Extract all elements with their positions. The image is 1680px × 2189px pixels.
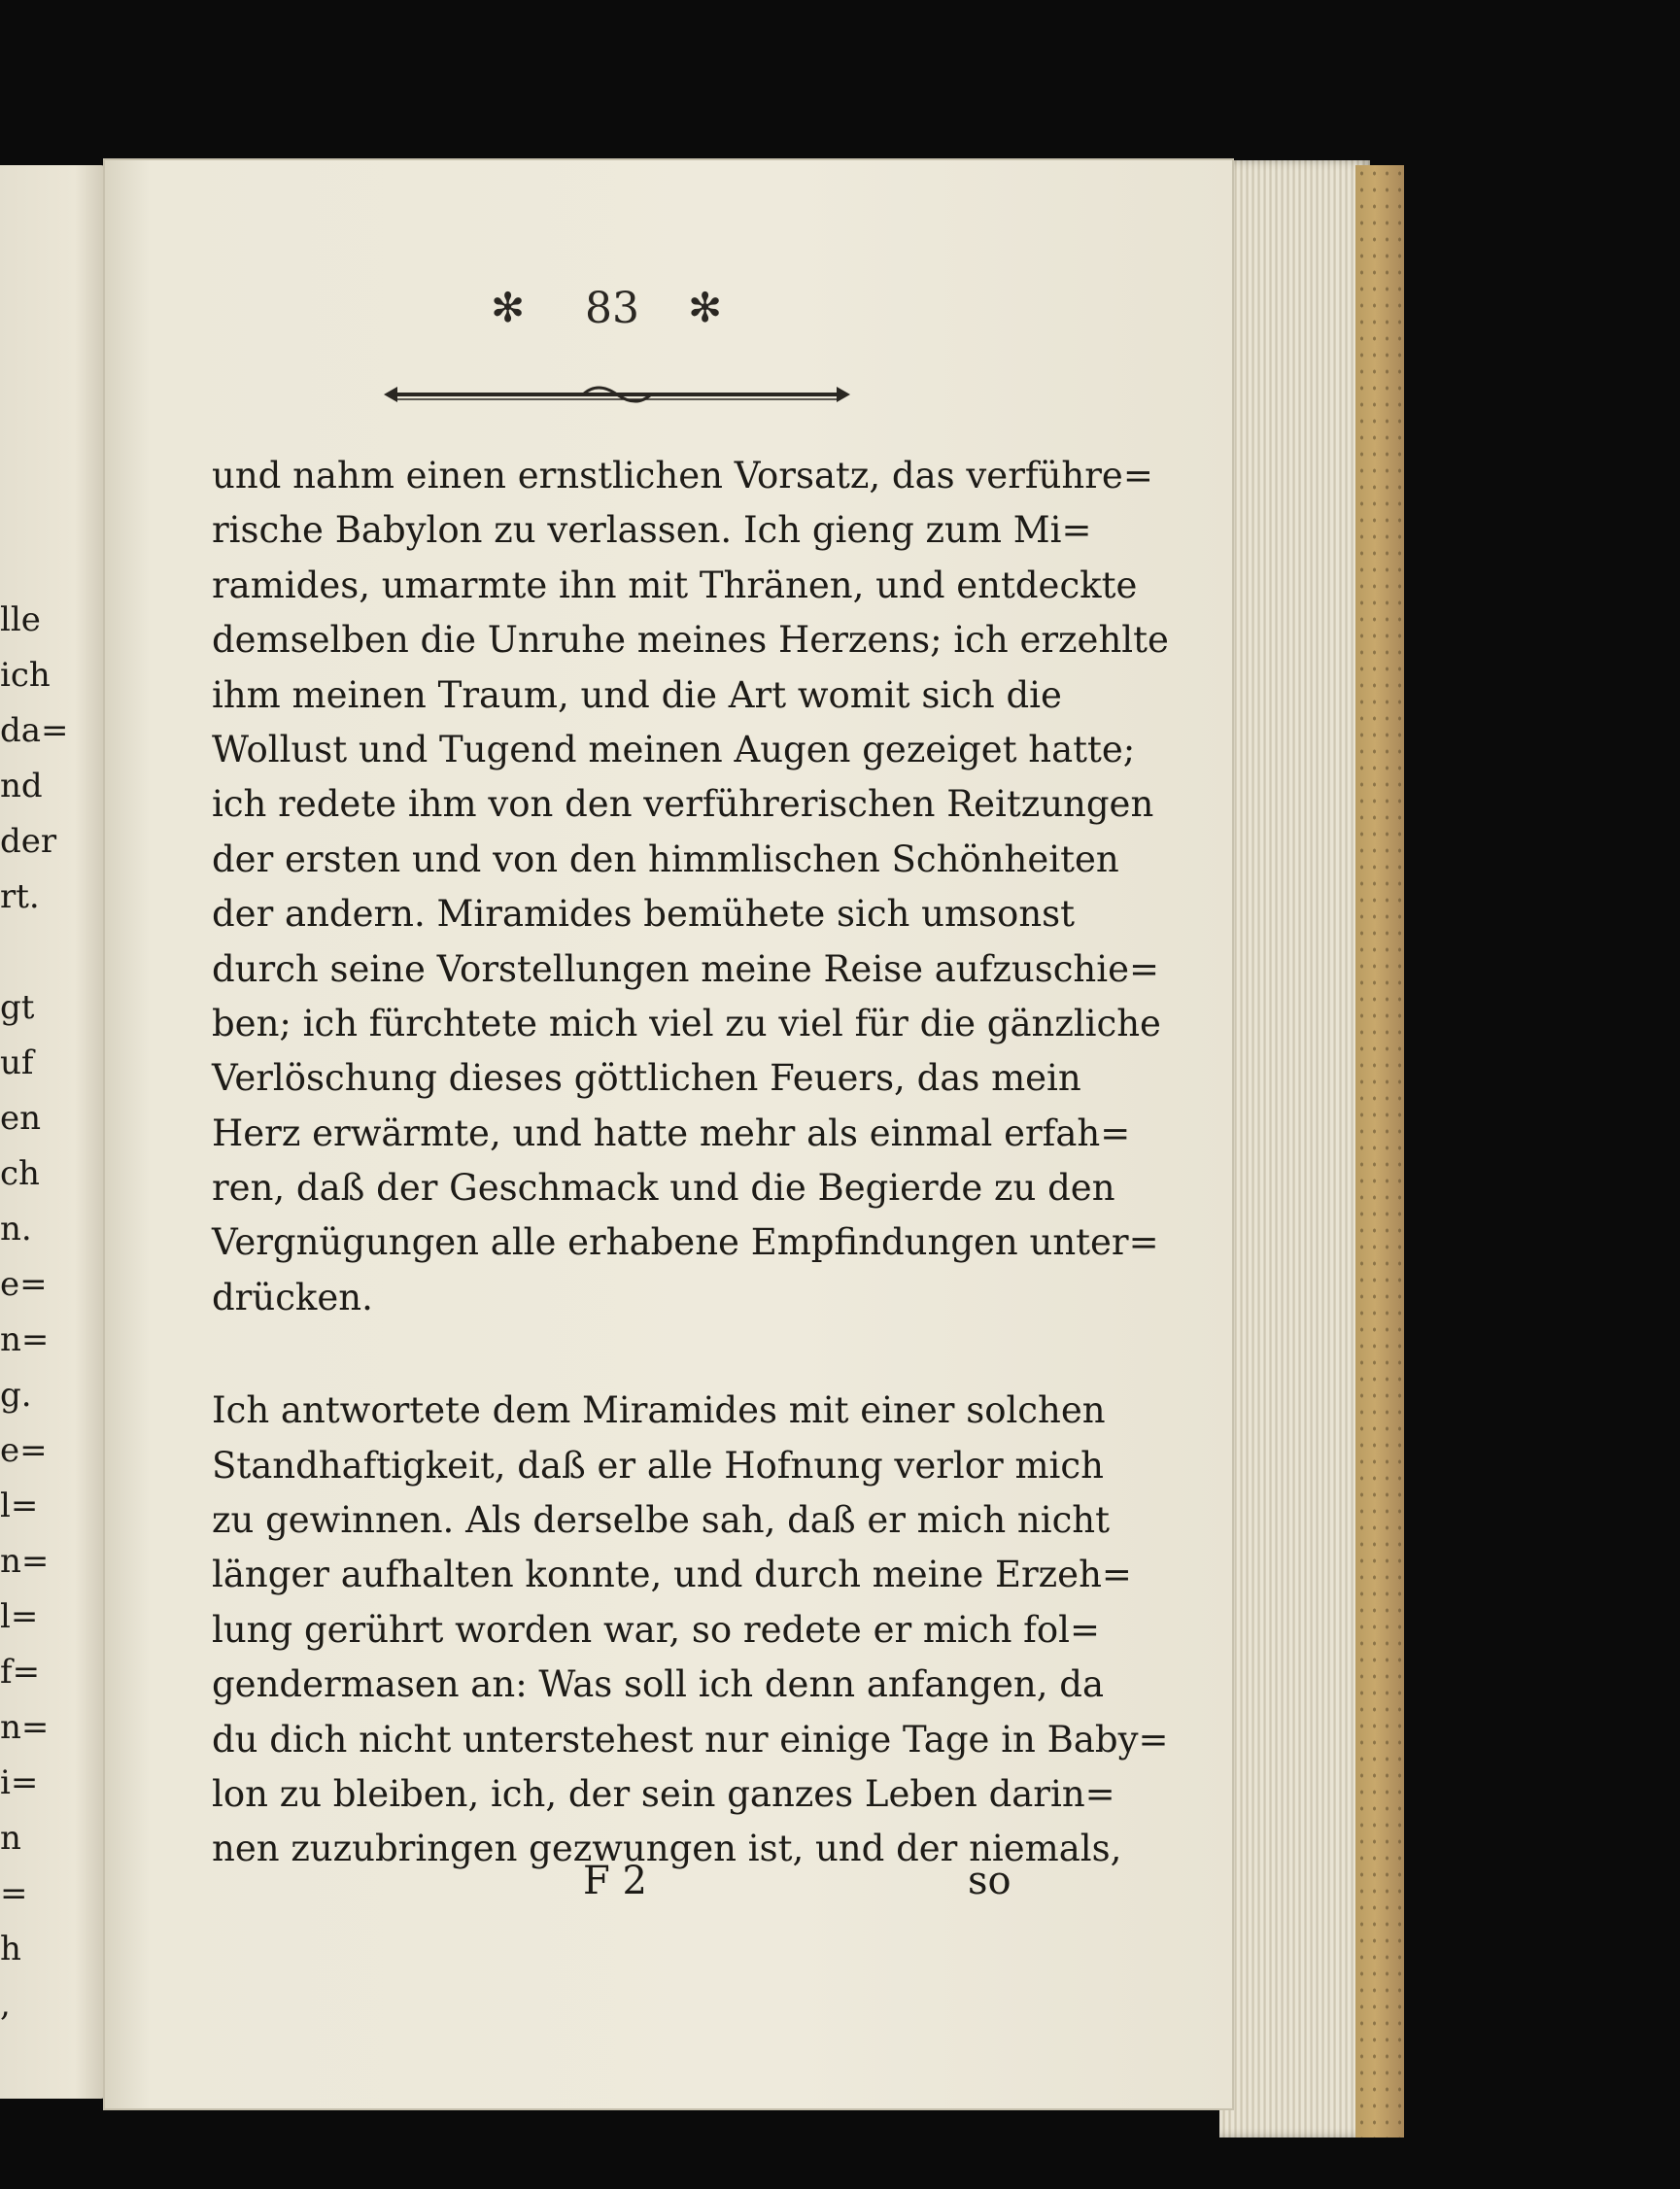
previous-page-fragment: der [0, 822, 57, 861]
previous-page-fragment: gt [0, 988, 35, 1027]
previous-page-fragment: e= [0, 1431, 48, 1470]
previous-page-fragment: n [0, 1819, 21, 1858]
page-number: 83 [585, 284, 639, 333]
text-line: ramides, umarmte ihn mit Thränen, und entdeckte [212, 564, 1138, 606]
previous-page-fragment: lle [0, 600, 41, 639]
text-line: Wollust und Tugend meinen Augen gezeiget hatte; [212, 728, 1136, 770]
text-line: rische Babylon zu verlassen. Ich gieng zum Mi= [212, 509, 1092, 552]
text-line: der ersten und von den himmlischen Schönheiten [212, 838, 1119, 880]
previous-page-fragment: ch [0, 1154, 40, 1193]
text-line: Vergnügungen alle erhabene Empfindungen unter= [212, 1221, 1159, 1264]
previous-page-fragment: n. [0, 1210, 32, 1248]
catchword: so [968, 1859, 1011, 1903]
previous-page-fragment: e= [0, 1265, 48, 1304]
previous-page-fragment: = [0, 1874, 28, 1913]
text-line: zu gewinnen. Als derselbe sah, daß er mich nicht [212, 1499, 1110, 1542]
text-line: Ich antwortete dem Miramides mit einer solchen [212, 1389, 1106, 1432]
text-line: Herz erwärmte, und hatte mehr als einmal erfah= [212, 1112, 1131, 1154]
text-line: du dich nicht unterstehest nur einige Tage in Baby= [212, 1718, 1169, 1761]
text-line: und nahm einen ernstlichen Vorsatz, das verführe= [212, 455, 1153, 496]
paragraph-1 [212, 449, 1169, 1325]
previous-page-fragment: da= [0, 711, 69, 750]
text-line: der andern. Miramides bemühete sich umsonst [212, 893, 1075, 936]
previous-page-fragment: f= [0, 1653, 41, 1692]
text-line: Standhaftigkeit, daß er alle Hofnung verlor mich [212, 1444, 1104, 1487]
text-line: demselben die Unruhe meines Herzens; ich erzehlte [212, 619, 1169, 662]
text-line: lon zu bleiben, ich, der sein ganzes Leben darin= [212, 1772, 1115, 1815]
previous-page-fragment: ich [0, 656, 51, 695]
book-cover-edge [1355, 165, 1404, 2138]
text-line: länger aufhalten konnte, und durch meine Erzeh= [212, 1554, 1132, 1596]
previous-page-fragment: l= [0, 1597, 39, 1636]
text-line: lung gerührt worden war, so redete er mich fol= [212, 1608, 1100, 1651]
previous-page-fragment: uf [0, 1043, 34, 1082]
previous-page [0, 165, 107, 2099]
previous-page-fragment: , [0, 1985, 11, 2024]
text-line: ihm meinen Traum, und die Art womit sich die [212, 673, 1062, 716]
previous-page-fragment: en [0, 1099, 42, 1138]
paragraph-2 [212, 1384, 1169, 1877]
text-line: ren, daß der Geschmack und die Begierde zu den [212, 1167, 1115, 1210]
text-line: Verlöschung dieses göttlichen Feuers, das mein [212, 1057, 1081, 1100]
ornament-right-icon: ✻ [688, 284, 723, 331]
page-block-edges [1219, 160, 1370, 2138]
text-line: gendermasen an: Was soll ich denn anfangen, da [212, 1663, 1105, 1706]
previous-page-fragment: n= [0, 1542, 50, 1581]
text-line: durch seine Vorstellungen meine Reise aufzuschie= [212, 947, 1159, 990]
previous-page-fragment: g. [0, 1376, 32, 1415]
previous-page-fragment: l= [0, 1487, 39, 1525]
previous-page-text [0, 593, 69, 2033]
previous-page-fragment: rt. [0, 877, 40, 916]
text-line: drücken. [212, 1276, 373, 1318]
previous-page-fragment: nd [0, 767, 43, 805]
decorative-rule-icon [384, 381, 850, 408]
text-line: ich redete ihm von den verführerischen Reitzungen [212, 783, 1154, 826]
signature-mark: F 2 [583, 1859, 647, 1903]
previous-page-fragment: n= [0, 1708, 50, 1747]
text-line: ben; ich fürchtete mich viel zu viel für die gänzliche [212, 1002, 1161, 1044]
text-line: nen zuzubringen gezwungen ist, und der niemals, [212, 1828, 1122, 1870]
previous-page-fragment: h [0, 1930, 21, 1968]
page-body-text [212, 449, 1169, 1877]
ornament-left-icon: ✻ [491, 284, 526, 331]
previous-page-fragment: n= [0, 1320, 50, 1359]
previous-page-fragment [0, 925, 58, 980]
previous-page-fragment: i= [0, 1763, 39, 1802]
